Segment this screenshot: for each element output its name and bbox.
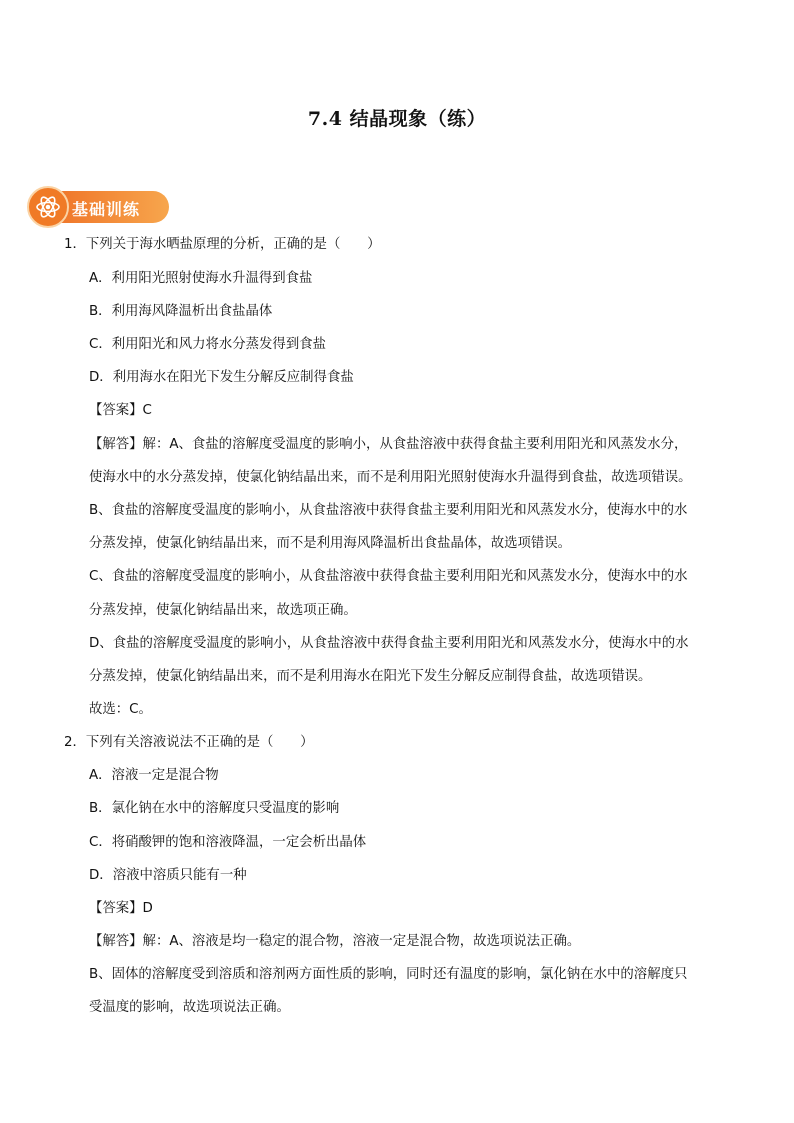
question-1-explanation-line: D、食盐的溶解度受温度的影响小，从食盐溶液中获得食盐主要利用阳光和风蒸发水分，使海水中的水 (89, 636, 689, 651)
question-1-explanation-line: 分蒸发掉，使氯化钠结晶出来，而不是利用海水在阳光下发生分解反应制得食盐，故选项错误。 (89, 669, 652, 684)
question-1-explanation-line: 【解答】解：A、食盐的溶解度受温度的影响小，从食盐溶液中获得食盐主要利用阳光和风蒸发水分， (89, 437, 688, 452)
question-1-explanation-line: C、食盐的溶解度受温度的影响小，从食盐溶液中获得食盐主要利用阳光和风蒸发水分，使海水中的水 (89, 569, 688, 584)
question-2-option-c: C．将硝酸钾的饱和溶液降温，一定会析出晶体 (89, 835, 367, 850)
question-2-answer: 【答案】D (89, 901, 153, 916)
page-title: 7.4 结晶现象（练） (307, 108, 487, 130)
question-1-option-a: A．利用阳光照射使海水升温得到食盐 (89, 271, 313, 286)
question-2-option-a: A．溶液一定是混合物 (89, 768, 219, 783)
section-banner (27, 186, 169, 228)
question-1-answer: 【答案】C (89, 403, 152, 418)
section-label: 基础训练 (72, 200, 141, 219)
question-2-explanation-line: 受温度的影响，故选项说法正确。 (89, 1000, 290, 1015)
question-2-stem: 2．下列有关溶液说法不正确的是（ ） (64, 735, 314, 750)
question-2-option-b: B．氯化钠在水中的溶解度只受温度的影响 (89, 801, 340, 816)
atom-icon (27, 186, 69, 228)
question-1-option-d: D．利用海水在阳光下发生分解反应制得食盐 (89, 370, 354, 385)
question-1-explanation-line: B、食盐的溶解度受温度的影响小，从食盐溶液中获得食盐主要利用阳光和风蒸发水分，使海水中的水 (89, 503, 688, 518)
question-2-explanation-line: 【解答】解：A、溶液是均一稳定的混合物，溶液一定是混合物，故选项说法正确。 (89, 934, 581, 949)
question-1-explanation-line: 使海水中的水分蒸发掉，使氯化钠结晶出来，而不是利用阳光照射使海水升温得到食盐，故选项错误。 (89, 470, 692, 485)
question-1-option-c: C．利用阳光和风力将水分蒸发得到食盐 (89, 337, 326, 352)
question-2-option-d: D．溶液中溶质只能有一种 (89, 868, 247, 883)
question-1-explanation-line: 分蒸发掉，使氯化钠结晶出来，而不是利用海风降温析出食盐晶体，故选项错误。 (89, 536, 572, 551)
question-1-explanation-line: 分蒸发掉，使氯化钠结晶出来，故选项正确。 (89, 603, 357, 618)
question-1-conclusion: 故选：C。 (89, 702, 152, 717)
question-1-option-b: B．利用海风降温析出食盐晶体 (89, 304, 273, 319)
question-1-stem: 1．下列关于海水晒盐原理的分析，正确的是（ ） (64, 237, 381, 252)
question-2-explanation-line: B、固体的溶解度受到溶质和溶剂两方面性质的影响，同时还有温度的影响，氯化钠在水中的溶解度只 (89, 967, 688, 982)
